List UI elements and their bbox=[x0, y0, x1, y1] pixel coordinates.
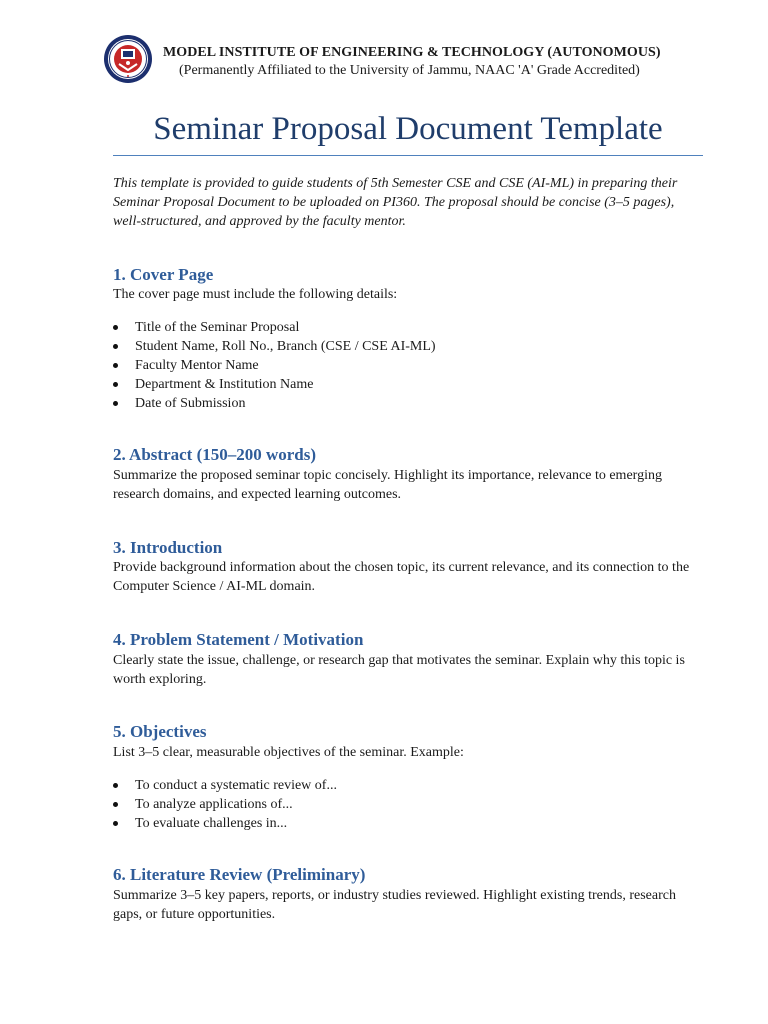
section-heading-introduction: 3. Introduction bbox=[113, 538, 223, 557]
section-text-objectives: List 3–5 clear, measurable objectives of the seminar. Example: bbox=[113, 745, 464, 760]
list-item-text: Student Name, Roll No., Branch (CSE / CSE AI-ML) bbox=[135, 339, 436, 354]
list-item bbox=[113, 356, 436, 375]
bullet-icon bbox=[113, 783, 118, 788]
bullet-icon bbox=[113, 382, 118, 387]
list-item bbox=[113, 776, 337, 795]
list-item bbox=[113, 394, 436, 413]
section-text-literature-review: Summarize 3–5 key papers, reports, or industry studies reviewed. Highlight existing trends, research gaps, or future opportunities. bbox=[113, 888, 676, 922]
institution-seal-icon bbox=[103, 34, 153, 84]
section-heading-literature-review: 6. Literature Review (Preliminary) bbox=[113, 865, 366, 884]
bullet-icon bbox=[113, 821, 118, 826]
institution-affiliation: (Permanently Affiliated to the University of Jammu, NAAC 'A' Grade Accredited) bbox=[179, 63, 640, 78]
list-item-text: To analyze applications of... bbox=[135, 797, 293, 812]
list-item-text: Date of Submission bbox=[135, 396, 246, 411]
section-text-abstract: Summarize the proposed seminar topic concisely. Highlight its importance, relevance to emerging research domains, and expected learning outcomes. bbox=[113, 468, 662, 502]
intro-paragraph: This template is provided to guide students of 5th Semester CSE and CSE (AI-ML) in preparing their Seminar Proposal Document to be uploaded on PI360. The proposal should be concise (3–5 pages), well-structured, and approved by the faculty mentor. bbox=[113, 176, 678, 229]
bullet-icon bbox=[113, 802, 118, 807]
list-item bbox=[113, 318, 436, 337]
list-item-text: Title of the Seminar Proposal bbox=[135, 320, 300, 335]
bullet-icon bbox=[113, 363, 118, 368]
list-item-text: To conduct a systematic review of... bbox=[135, 778, 337, 793]
list-item-text: Faculty Mentor Name bbox=[135, 358, 259, 373]
list-item bbox=[113, 375, 436, 394]
bullet-icon bbox=[113, 344, 118, 349]
bullet-icon bbox=[113, 401, 118, 406]
list-item-text: Department & Institution Name bbox=[135, 377, 314, 392]
document-title: Seminar Proposal Document Template bbox=[153, 111, 663, 147]
bullet-icon bbox=[113, 325, 118, 330]
list-item bbox=[113, 795, 337, 814]
section-heading-cover-page: 1. Cover Page bbox=[113, 265, 214, 284]
list-item bbox=[113, 814, 337, 833]
section-text-problem-statement: Clearly state the issue, challenge, or research gap that motivates the seminar. Explain why this topic is worth exploring. bbox=[113, 653, 685, 687]
section-heading-objectives: 5. Objectives bbox=[113, 722, 207, 741]
title-divider bbox=[113, 155, 703, 156]
section-text-cover-page: The cover page must include the following details: bbox=[113, 287, 398, 302]
section-text-introduction: Provide background information about the chosen topic, its current relevance, and its connection to the Computer Science / AI-ML domain. bbox=[113, 560, 690, 594]
list-item-text: To evaluate challenges in... bbox=[135, 816, 288, 831]
objectives-bullet-list bbox=[113, 776, 337, 833]
institution-name: MODEL INSTITUTE OF ENGINEERING & TECHNOLOGY (AUTONOMOUS) bbox=[163, 45, 661, 60]
list-item bbox=[113, 337, 436, 356]
section-heading-problem-statement: 4. Problem Statement / Motivation bbox=[113, 630, 364, 649]
section-heading-abstract: 2. Abstract (150–200 words) bbox=[113, 445, 317, 464]
cover-page-bullet-list bbox=[113, 318, 436, 413]
